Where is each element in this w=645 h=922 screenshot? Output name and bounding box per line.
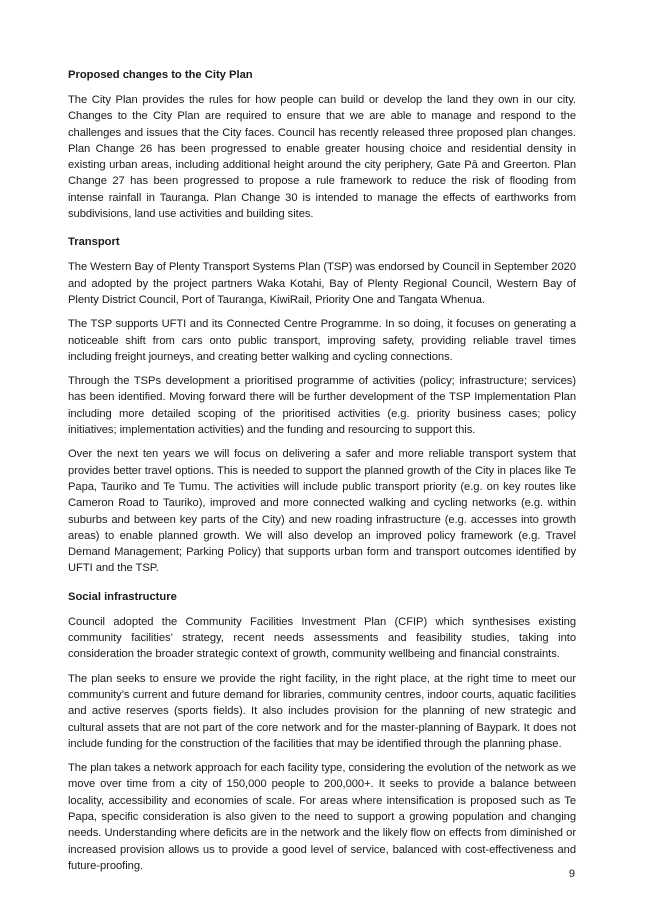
paragraph: The plan seeks to ensure we provide the right facility, in the right place, at the right time to meet our community’s current and future demand for libraries, community centres, indoor courts, aquatic facilities and active reserves (sports fields). It also includes provision for the planning of new strategic and cultural assets that are not part of the core network and for the master-planning of Baypark. It does not include funding for the construction of the facilities that may be identified through the planning phase.: [68, 672, 576, 750]
section-heading: Transport: [68, 236, 120, 249]
paragraph: Council adopted the Community Facilities Investment Plan (CFIP) which synthesises existing community facilities’ strategy, recent needs assessments and feasibility studies, taking into consideration the broader strategic context of growth, community wellbeing and financial constraints.: [68, 615, 576, 661]
paragraph: The City Plan provides the rules for how people can build or develop the land they own in our city. Changes to the City Plan are required to ensure that we are able to manage and respond to the challenges and issues that the City faces. Council has recently released three proposed plan changes. Plan Change 26 has been progressed to enable greater housing choice and residential density in existing urban areas, including additional height around the city periphery, Gate Pā and Greerton. Plan Change 27 has been progressed to propose a rule framework to reduce the risk of flooding from intense rainfall in Tauranga. Plan Change 30 is intended to manage the effects of earthworks from subdivisions, land use activities and building sites.: [68, 94, 576, 221]
section-heading: Social infrastructure: [68, 590, 177, 603]
section-social-infrastructure: [68, 590, 576, 874]
paragraph: The plan takes a network approach for each facility type, considering the evolution of the network as we move over time from a city of 150,000 people to 200,000+. It seeks to provide a balance between locality, accessibility and economies of scale. For areas where intensification is proposed such as Te Papa, specific consideration is also given to the need to support a growing population and changing needs. Understanding where deficits are in the network and the likely flow on effects from diminished or increased provision allows us to provide a good level of service, balanced with cost-effectiveness and future-proofing.: [68, 762, 576, 872]
section-city-plan: [68, 68, 576, 222]
paragraph: The TSP supports UFTI and its Connected Centre Programme. In so doing, it focuses on generating a noticeable shift from cars onto public transport, improving safety, providing reliable travel times including freight journeys, and creating better walking and cycling connections.: [68, 318, 576, 363]
section-heading: Proposed changes to the City Plan: [68, 69, 253, 81]
document-page: [68, 68, 576, 882]
page-number: 9: [568, 868, 575, 880]
section-transport: [68, 235, 576, 576]
paragraph: The Western Bay of Plenty Transport Systems Plan (TSP) was endorsed by Council in September 2020 and adopted by the project partners Waka Kotahi, Bay of Plenty Regional Council, Western Bay of Plenty District Council, Port of Tauranga, KiwiRail, Priority One and Tangata Whenua.: [68, 261, 576, 306]
paragraph: Over the next ten years we will focus on delivering a safer and more reliable transport system that provides better travel options. This is needed to support the planned growth of the City in places like Te Papa, Tauriko and Te Tumu. The activities will include public transport priority (e.g. on key routes like Cameron Road to Tauriko), improved and more connected walking and cycling networks (e.g. within suburbs and between key parts of the City) and new roading infrastructure (e.g. accesses into growth areas) to enable planned growth. We will also develop an improved policy framework (e.g. Travel Demand Management; Parking Policy) that supports urban form and transport outcomes identified by UFTI and the TSP.: [68, 448, 576, 575]
paragraph: Through the TSPs development a prioritised programme of activities (policy; infrastructure; services) has been identified. Moving forward there will be further development of the TSP Implementation Plan including more detailed scoping of the prioritised activities (e.g. priority business cases; policy initiatives; implementation activities) and the funding and resourcing to support this.: [68, 375, 576, 437]
